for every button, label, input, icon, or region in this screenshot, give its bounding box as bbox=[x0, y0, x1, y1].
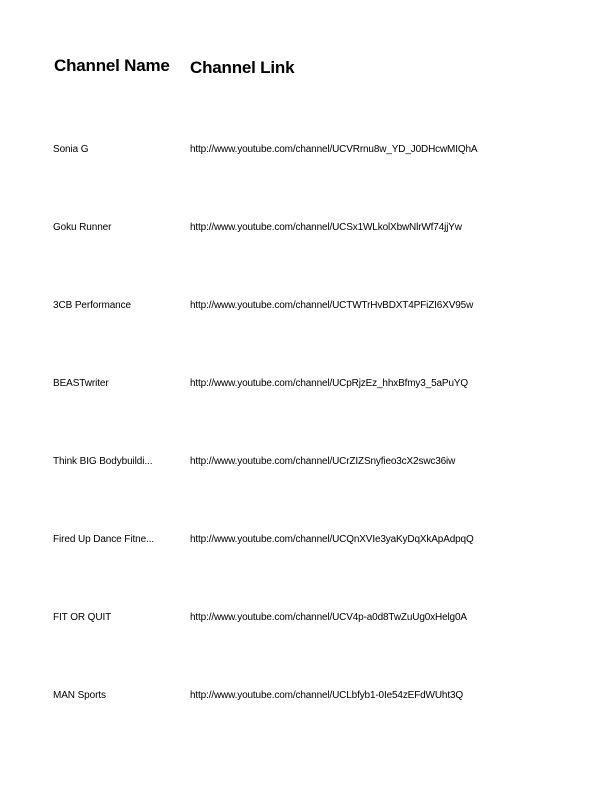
channel-link[interactable]: http://www.youtube.com/channel/UCrZIZSnyfieo3cX2swc36iw bbox=[190, 456, 456, 467]
channel-name: 3CB Performance bbox=[53, 300, 131, 311]
table-row bbox=[0, 300, 612, 314]
table-row bbox=[0, 456, 612, 470]
channel-name: Sonia G bbox=[53, 144, 89, 155]
column-header-channel-link: Channel Link bbox=[190, 58, 295, 77]
channel-link[interactable]: http://www.youtube.com/channel/UCTWTrHvBDXT4PFiZI6XV95w bbox=[190, 300, 474, 311]
channel-name: Goku Runner bbox=[53, 222, 112, 233]
channel-link[interactable]: http://www.youtube.com/channel/UCQnXVIe3yaKyDqXkApAdpqQ bbox=[190, 534, 474, 545]
table-row bbox=[0, 222, 612, 236]
table-row bbox=[0, 378, 612, 392]
channel-name: Fired Up Dance Fitne... bbox=[53, 534, 155, 545]
table-row bbox=[0, 144, 612, 158]
channel-name: MAN Sports bbox=[53, 690, 106, 701]
table-row bbox=[0, 534, 612, 548]
channel-link[interactable]: http://www.youtube.com/channel/UCpRjzEz_hhxBfmy3_5aPuYQ bbox=[190, 378, 469, 389]
channel-link[interactable]: http://www.youtube.com/channel/UCLbfyb1-0Ie54zEFdWUht3Q bbox=[190, 690, 464, 701]
channel-link[interactable]: http://www.youtube.com/channel/UCSx1WLkolXbwNlrWf74jjYw bbox=[190, 222, 462, 233]
table-header bbox=[0, 56, 612, 80]
channel-name: BEASTwriter bbox=[53, 378, 109, 389]
channel-name: FIT OR QUIT bbox=[53, 612, 112, 623]
column-header-channel-name: Channel Name bbox=[54, 56, 170, 75]
table-row bbox=[0, 612, 612, 626]
channel-link[interactable]: http://www.youtube.com/channel/UCVRrnu8w_YD_J0DHcwMIQhA bbox=[190, 144, 478, 155]
channel-name: Think BIG Bodybuildi... bbox=[53, 456, 153, 467]
table-row bbox=[0, 690, 612, 704]
channel-link[interactable]: http://www.youtube.com/channel/UCV4p-a0d8TwZuUg0xHelg0A bbox=[190, 612, 467, 623]
